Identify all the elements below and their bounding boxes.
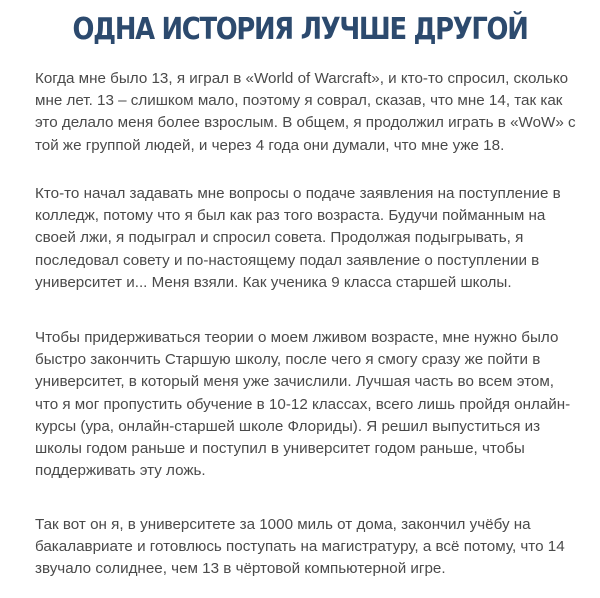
paragraph-line: Когда мне было 13, я играл в «World of Warcraft», и кто-то спросил, сколько — [35, 70, 569, 87]
paragraph-line: звучало солиднее, чем 13 в чёртовой компьютерной игре. — [35, 560, 446, 578]
paragraph-line: бакалавриате и готовлюсь поступать на магистратуру, а всё потому, что 14 — [35, 538, 565, 556]
paragraph-line: университет и... Меня взяли. Как ученика 9 класса старшей школы. — [35, 273, 512, 291]
paragraph-line: последовал совету и по-настоящему подал заявление о поступлении в — [35, 251, 540, 269]
paragraph-line: Чтобы придерживаться теории о моем лживом возрасте, мне нужно было — [35, 329, 559, 346]
paragraph-line: Так вот он я, в университете за 1000 миль от дома, закончил учёбу на — [35, 516, 531, 533]
paragraph-line: колледж, потому что я был как раз того возраста. Будучи пойманным на — [35, 207, 546, 225]
paragraph-line: быстро закончить Старшую школу, после чего я смогу сразу же пойти в — [35, 351, 541, 369]
paragraph-line: это делало меня более взрослым. В общем, я продолжил играть в «WoW» с — [35, 114, 576, 132]
paragraph-line: своей лжи, я подыграл и спросил совета. Продолжая подыгрывать, я — [35, 229, 524, 247]
page-title: ОДНА ИСТОРИЯ ЛУЧШЕ ДРУГОЙ — [72, 12, 528, 47]
paragraph-2 — [0, 183, 561, 294]
paragraph-line: что я мог пропустить обучение в 10-12 классах, всего лишь пройдя онлайн- — [35, 395, 571, 413]
paragraph-3 — [0, 327, 570, 482]
paragraph-1 — [0, 68, 576, 157]
paragraph-line: школы годом раньше и поступил в университет годом раньше, чтобы — [35, 440, 525, 458]
paragraph-line: Кто-то начал задавать мне вопросы о подаче заявления на поступление в — [35, 185, 561, 202]
paragraph-line: поддерживать эту ложь. — [35, 462, 206, 480]
paragraph-line: курсы (ура, онлайн-старшей школе Флориды). Я решил выпуститься из — [35, 417, 541, 435]
paragraph-line: мне лет. 13 – слишком мало, поэтому я соврал, сказав, что мне 14, так как — [35, 92, 563, 110]
paragraph-line: университет, в который меня уже зачислили. Лучшая часть во всем этом, — [35, 373, 555, 391]
paragraph-4 — [0, 514, 565, 581]
paragraph-line: той же группой людей, и через 4 года они думали, что мне уже 18. — [35, 136, 505, 154]
